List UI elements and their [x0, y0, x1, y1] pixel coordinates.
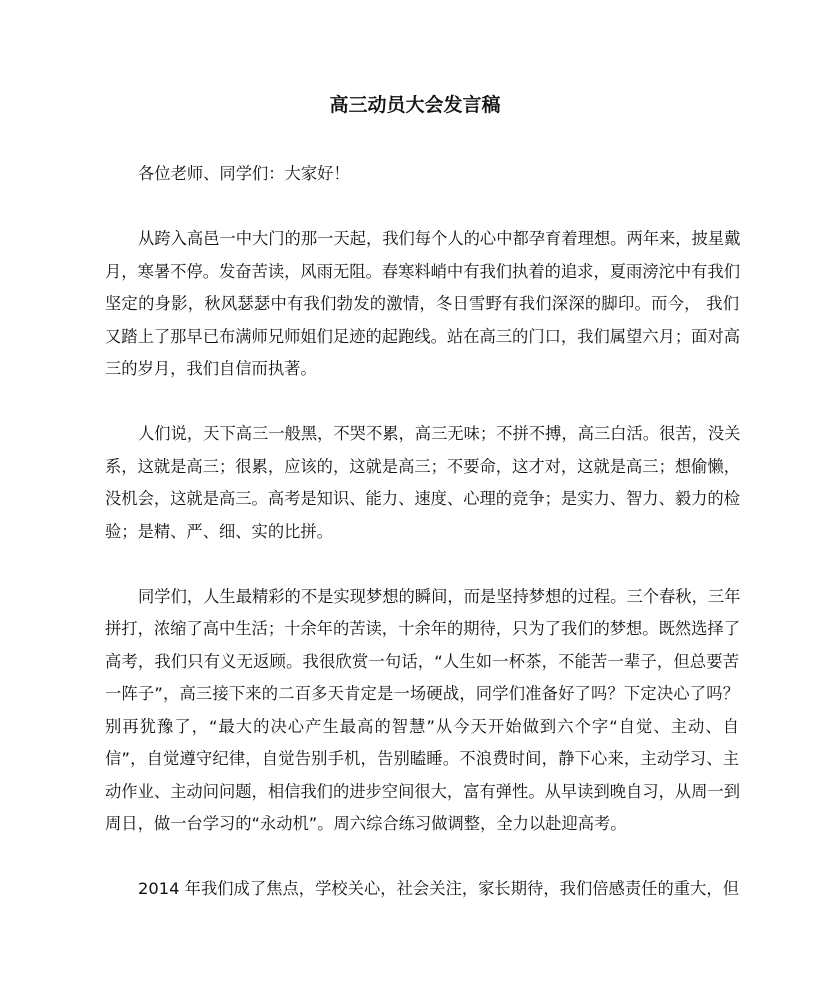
paragraph-line: 2014 年我们成了焦点，学校关心，社会关注，家长期待，我们倍感责任的重大，但 — [138, 879, 739, 898]
paragraph-line: 从跨入高邑一中大门的那一天起，我们每个人的心中都孕育着理想。两年来，披星戴 — [138, 229, 741, 248]
greeting: 各位老师、同学们：大家好！ — [138, 164, 350, 183]
paragraph — [105, 581, 739, 841]
paragraph-line: 月，寒暑不停。发奋苦读，风雨无阻。春寒料峭中有我们执着的追求，夏雨滂沱中有我们 — [105, 261, 740, 281]
paragraph-line: 信”，自觉遵守纪律，自觉告别手机，告别瞌睡。不浪费时间，静下心来，主动学习、主 — [105, 749, 739, 768]
paragraph-line: 动作业、主动问问题，相信我们的进步空间很大，富有弹性。从早读到晚自习，从周一到 — [105, 781, 740, 801]
paragraph-line: 验；是精、严、细、实的比拼。 — [105, 521, 333, 541]
paragraph — [105, 418, 739, 548]
paragraph-line: 人们说，天下高三一般黑，不哭不累，高三无味；不拼不搏，高三白活。很苦，没关 — [138, 424, 741, 443]
document-title: 高三动员大会发言稿 — [329, 94, 501, 116]
document-body — [105, 158, 739, 906]
paragraph-line: 系，这就是高三；很累，应该的，这就是高三；不要命，这才对，这就是高三；想偷懒， — [105, 456, 740, 476]
paragraph-line: 同学们，人生最精彩的不是实现梦想的瞬间，而是坚持梦想的过程。三个春秋，三年 — [138, 586, 741, 606]
paragraph-line: 一阵子”，高三接下来的二百多天肯定是一场硬战，同学们准备好了吗？下定决心了吗？ — [105, 684, 739, 703]
paragraph-line: 拼打，浓缩了高中生活；十余年的苦读，十余年的期待，只为了我们的梦想。既然选择了 — [105, 619, 740, 638]
paragraph-line: 别再犹豫了，“最大的决心产生最高的智慧”从今天开始做到六个字“自觉、主动、自 — [105, 716, 739, 736]
paragraph-line: 周日，做一台学习的“永动机”。周六综合练习做调整，全力以赴迎高考。 — [105, 814, 627, 833]
paragraph-line: 又踏上了那早已布满师兄师姐们足迹的起跑线。站在高三的门口，我们属望六月；面对高 — [105, 326, 740, 346]
paragraph — [105, 223, 739, 386]
paragraph-line: 坚定的身影，秋风瑟瑟中有我们勃发的激情，冬日雪野有我们深深的脚印。而今， 我们 — [105, 294, 739, 313]
paragraph-line: 没机会，这就是高三。高考是知识、能力、速度、心理的竞争；是实力、智力、毅力的检 — [105, 489, 740, 508]
paragraph — [105, 873, 739, 906]
paragraph-line: 高考，我们只有义无返顾。我很欣赏一句话，“人生如一杯茶，不能苦一辈子，但总要苦 — [105, 651, 739, 671]
paragraph-line: 三的岁月，我们自信而执著。 — [105, 359, 317, 378]
